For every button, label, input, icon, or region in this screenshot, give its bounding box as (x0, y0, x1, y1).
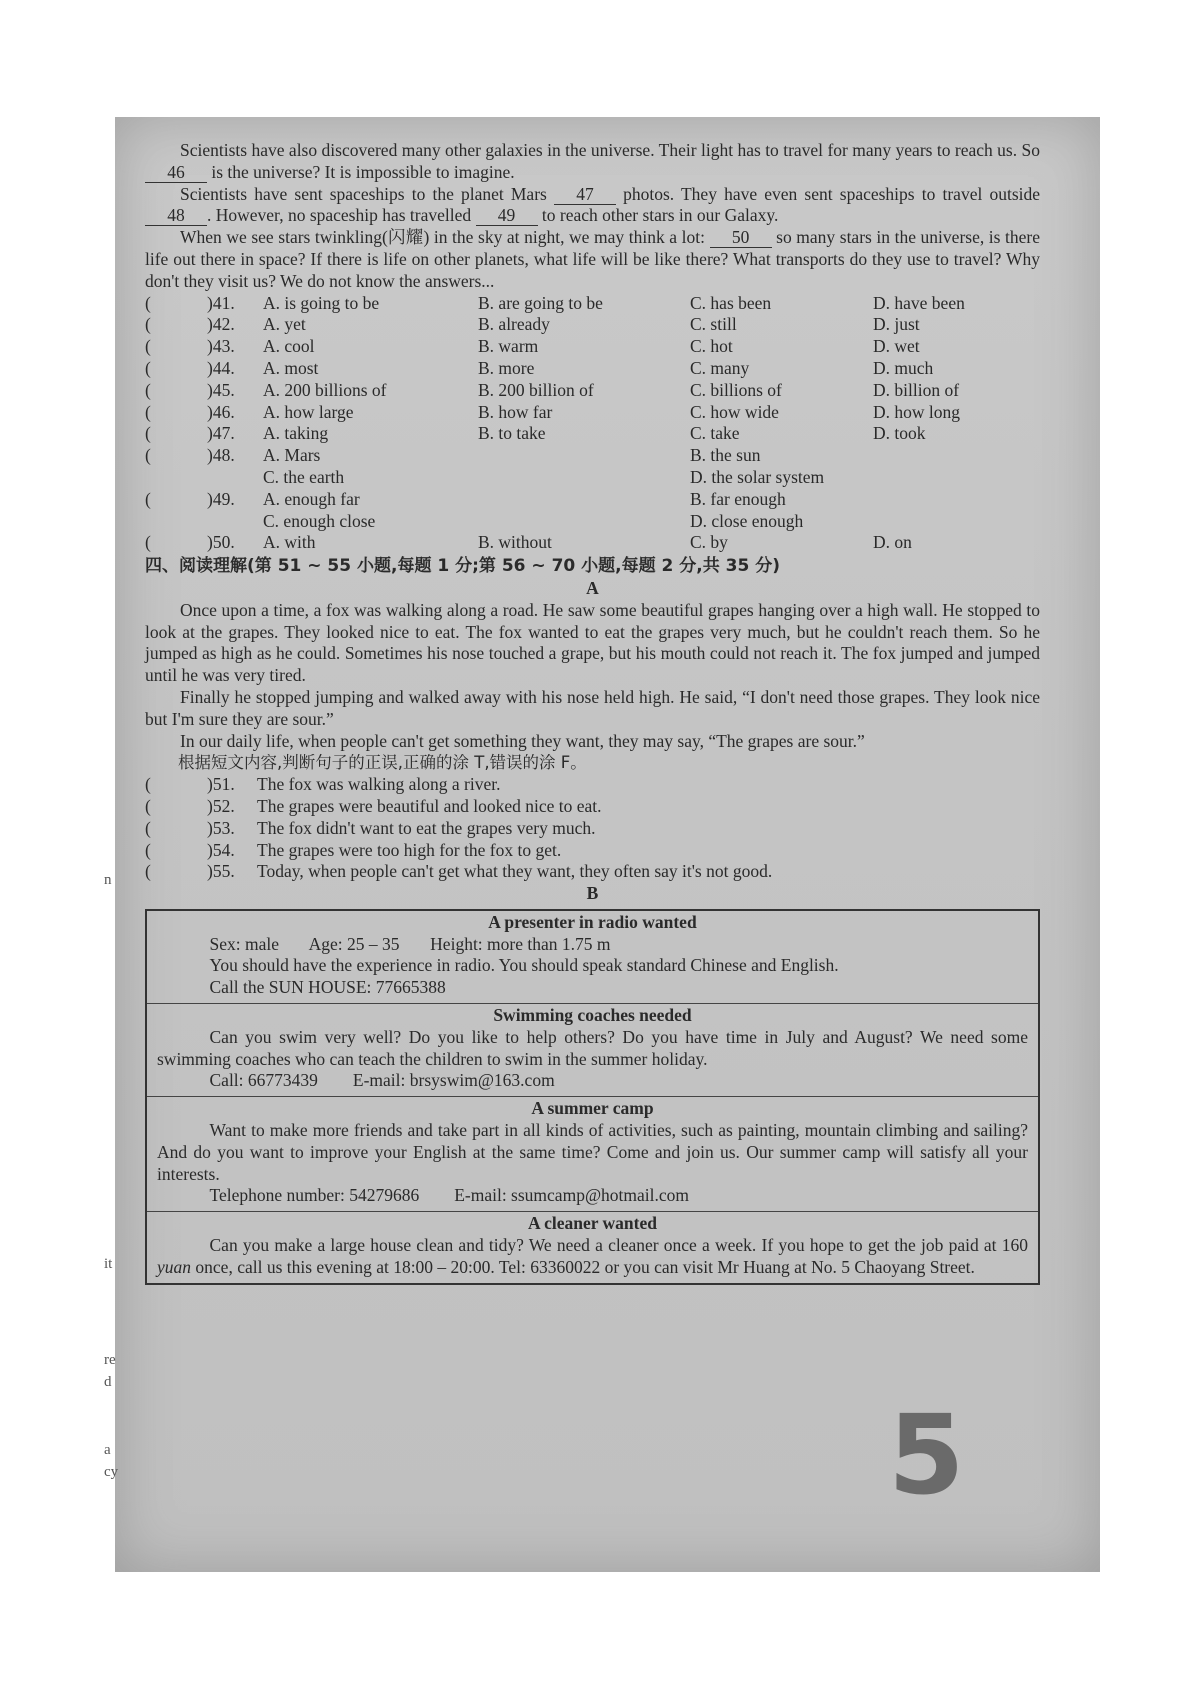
margin-letter: cy (104, 1464, 119, 1480)
ad-presenter (147, 911, 1038, 1004)
question-row-continued: C. enough close D. close enough (263, 510, 804, 531)
ad-contact: Call: 66773439 E-mail: brsyswim@163.com (209, 1070, 555, 1091)
blank-49: 49 (476, 206, 538, 226)
ad-cleaner (147, 1212, 1038, 1282)
instruction-text: 根据短文内容,判断句子的正误,正确的涂 T,错误的涂 F。 (178, 753, 587, 773)
question-row: ( )48. A. Mars B. the sun (145, 445, 761, 466)
margin-letter: d (104, 1374, 112, 1390)
part-label: B (586, 883, 599, 904)
blank-50: 50 (710, 228, 772, 248)
ad-title: A presenter in radio wanted (488, 911, 697, 932)
ad-body: Want to make more friends and take part in all kinds of activities, such as painting, mountain climbing and sailing? And do you want to improve your English at the same time? Come and join us. Our summer camp will satisfy all your interests. (157, 1120, 1028, 1184)
ad-body: Can you swim very well? Do you like to help others? Do you have time in July and August? We need some swimming coaches who can teach the children to swim in the summer holiday. (157, 1026, 1028, 1069)
question-row: ( )42. A. yet B. already C. still D. just (145, 314, 920, 335)
reading-paragraph: In our daily life, when people can't get something they want, they may say, “The grapes are sour.” (180, 730, 865, 751)
margin-letter: n (104, 872, 112, 888)
true-false-items (145, 774, 1040, 883)
question-row: ( )50. A. with B. without C. by D. on (145, 532, 912, 553)
blank-46: 46 (145, 163, 207, 183)
ad-requirements: Sex: male Age: 25 – 35 Height: more than 1.75 m (209, 933, 611, 954)
reading-paragraph: Once upon a time, a fox was walking along a road. He saw some beautiful grapes hanging over a high wall. He stopped to look at the grapes. They looked nice to eat. The fox wanted to eat the grapes very much, but he couldn't reach them. So he jumped as high as he could. Sometimes his nose touched a grape, but his mouth could not reach it. The fox jumped and jumped until he was very tired. (145, 599, 1040, 686)
margin-letter: it (104, 1256, 113, 1272)
ad-contact: Telephone number: 54279686 E-mail: ssumcamp@hotmail.com (209, 1185, 690, 1206)
tf-item: ( )55. Today, when people can't get what they want, they often say it's not good. (145, 861, 773, 882)
page-number: 5 (888, 1391, 965, 1519)
tf-item: ( )53. The fox didn't want to eat the grapes very much. (145, 817, 596, 838)
ad-body: You should have the experience in radio. You should speak standard Chinese and English. (209, 955, 839, 976)
margin-letter: a (104, 1442, 111, 1458)
tf-item: ( )51. The fox was walking along a river. (145, 774, 501, 795)
part-label: A (586, 577, 599, 598)
ad-body: Can you make a large house clean and tidy? We need a cleaner once a week. If you hope to get the job paid at 160 yuan once, call us this evening at 18:00 – 20:00. Tel: 63360022 or you can visit Mr Huang at No. 5 Chaoyang Street. (157, 1235, 1028, 1277)
question-row: ( )44. A. most B. more C. many D. much (145, 357, 934, 378)
tf-item: ( )52. The grapes were beautiful and looked nice to eat. (145, 795, 602, 816)
question-row: ( )43. A. cool B. warm C. hot D. wet (145, 336, 920, 357)
passage-paragraph: When we see stars twinkling(闪耀) in the sky at night, we may think a lot: 50 so many stars in the universe, is there life out there in space? If there is life on other planets, what life will be like there? What transports do they use to travel? Why don't they visit us? We do not know the answers... (145, 227, 1041, 291)
passage-paragraph: Scientists have also discovered many other galaxies in the universe. Their light has to travel for many years to reach us. So 46 is the universe? It is impossible to imagine. (145, 140, 1040, 184)
ad-title: Swimming coaches needed (493, 1005, 692, 1026)
ad-title: A summer camp (531, 1098, 654, 1119)
margin-letter: re (104, 1352, 116, 1368)
reading-paragraph: Finally he stopped jumping and walked away with his nose held high. He said, “I don't need those grapes. They look nice but I'm sure they are sour.” (145, 686, 1040, 729)
ad-title: A cleaner wanted (528, 1213, 657, 1234)
blank-47: 47 (554, 185, 616, 205)
ad-summer-camp (147, 1097, 1038, 1212)
cloze-questions (145, 293, 1040, 555)
blank-48: 48 (145, 206, 207, 226)
advertisements-box (145, 909, 1040, 1285)
ad-swimming (147, 1004, 1038, 1097)
question-row: ( )49. A. enough far B. far enough (145, 488, 786, 509)
question-row: ( )46. A. how large B. how far C. how wide D. how long (145, 401, 961, 422)
tf-item: ( )54. The grapes were too high for the fox to get. (145, 839, 562, 860)
passage-paragraph: Scientists have sent spaceships to the planet Mars 47 photos. They have even sent spaceships to travel outside 48 . However, no spaceship has travelled 49 to reach other stars in our Galaxy. (145, 184, 1040, 228)
exam-page (145, 140, 1040, 1285)
ad-contact: Call the SUN HOUSE: 77665388 (209, 977, 446, 998)
question-row-continued: C. the earth D. the solar system (263, 466, 825, 487)
question-row: ( )45. A. 200 billions of B. 200 billion of C. billions of D. billion of (145, 379, 960, 400)
question-row: ( )41. A. is going to be B. are going to be C. has been D. have been (145, 292, 965, 313)
section-title: 四、阅读理解(第 51 ~ 55 小题,每题 1 分;第 56 ~ 70 小题,每题 2 分,共 35 分) (145, 556, 781, 577)
question-row: ( )47. A. taking B. to take C. take D. took (145, 423, 926, 444)
